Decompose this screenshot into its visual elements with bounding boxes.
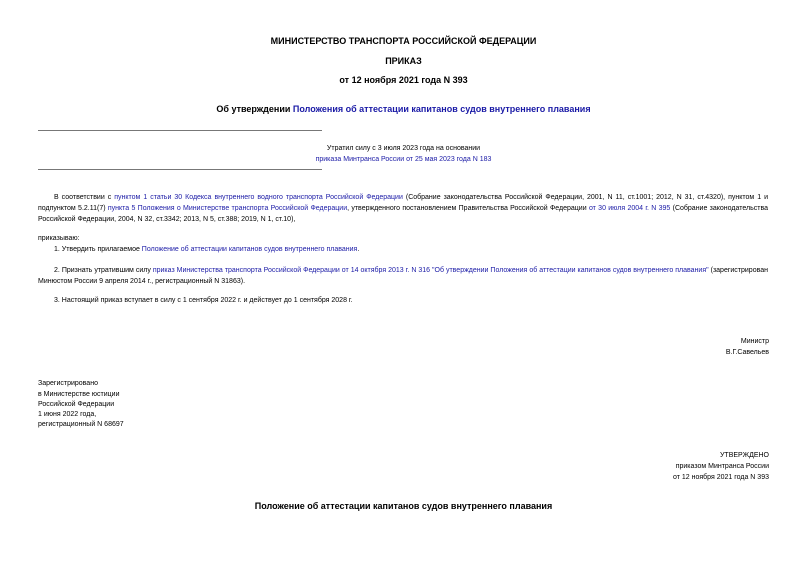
government-decree-link[interactable]: от 30 июля 2004 г. N 395 bbox=[588, 205, 671, 212]
item-1-end: . bbox=[357, 246, 360, 253]
registration-line-5: регистрационный N 68697 bbox=[38, 421, 124, 428]
preamble-text-4: (Собрание законодательства Российской Федерации, 2004, N 32, ст.3342; 2013, N 5, ст.388; 2019, N 1, ст.10), bbox=[38, 205, 768, 223]
preamble-text-1: В соответствии с bbox=[54, 194, 115, 201]
approved-line-3: от 12 ноября 2021 года N 393 bbox=[673, 474, 769, 481]
item-2-text: 2. Признать утратившим силу bbox=[54, 267, 153, 274]
signature-name: В.Г.Савельев bbox=[725, 349, 769, 356]
regulation-link[interactable]: Положение об аттестации капитанов судов внутреннего плавания bbox=[141, 246, 358, 253]
item-2 bbox=[38, 265, 768, 287]
title-link[interactable]: Положения об аттестации капитанов судов внутреннего плавания bbox=[292, 104, 591, 114]
annex-title: Положение об аттестации капитанов судов внутреннего плавания bbox=[254, 501, 553, 511]
item-2-end: (зарегистрирован Минюстом России 9 апреля 2014 г., регистрационный N 31863). bbox=[38, 267, 768, 285]
registration-line-3: Российской Федерации bbox=[38, 401, 115, 408]
top-divider bbox=[38, 130, 322, 131]
order-date-number: от 12 ноября 2021 года N 393 bbox=[339, 75, 468, 85]
item-1 bbox=[38, 244, 768, 255]
repealed-order-link[interactable]: приказ Министерства транспорта Российской Федерации от 14 октября 2013 г. N 316 "Об утверждении Положения об аттестации капитанов судов внутреннего плавания" bbox=[152, 267, 709, 274]
code-article-link[interactable]: пунктом 1 статьи 30 Кодекса внутреннего водного транспорта Российской Федерации bbox=[114, 194, 403, 201]
registration-line-4: 1 июня 2022 года, bbox=[38, 411, 97, 418]
signature-role: Министр bbox=[740, 338, 769, 345]
document-title bbox=[0, 104, 807, 114]
order-heading: ПРИКАЗ bbox=[385, 56, 422, 66]
registration-line-1: Зарегистрировано bbox=[38, 380, 98, 387]
preamble-text-2: (Собрание законодательства Российской Федерации, 2001, N 11, ст.1001; 2012, N 31, ст.4320), пунктом 1 и подпунктом 5.2.11(7) bbox=[38, 194, 769, 212]
bottom-divider bbox=[38, 169, 322, 170]
status-line-2 bbox=[0, 154, 807, 165]
status-line-1: Утратил силу с 3 июля 2023 года на основании bbox=[326, 145, 481, 152]
preamble-text-3: , утвержденного постановлением Правительства Российской Федерации bbox=[347, 205, 589, 212]
preamble-paragraph bbox=[38, 192, 768, 225]
approved-line-1: УТВЕРЖДЕНО bbox=[719, 452, 769, 459]
item-3: 3. Настоящий приказ вступает в силу с 1 сентября 2022 г. и действует до 1 сентября 2028 г. bbox=[54, 297, 353, 304]
item-1-text: 1. Утвердить прилагаемое bbox=[54, 246, 142, 253]
registration-line-2: в Министерстве юстиции bbox=[38, 391, 120, 398]
repeal-order-link[interactable]: приказа Минтранса России от 25 мая 2023 года N 183 bbox=[315, 156, 492, 163]
title-prefix: Об утверждении bbox=[216, 104, 293, 114]
order-word: приказываю: bbox=[38, 235, 80, 242]
ministry-regulation-link[interactable]: пункта 5 Положения о Министерстве транспорта Российской Федерации bbox=[107, 205, 348, 212]
approved-line-2: приказом Минтранса России bbox=[675, 463, 769, 470]
ministry-heading: МИНИСТЕРСТВО ТРАНСПОРТА РОССИЙСКОЙ ФЕДЕРАЦИИ bbox=[270, 36, 537, 46]
